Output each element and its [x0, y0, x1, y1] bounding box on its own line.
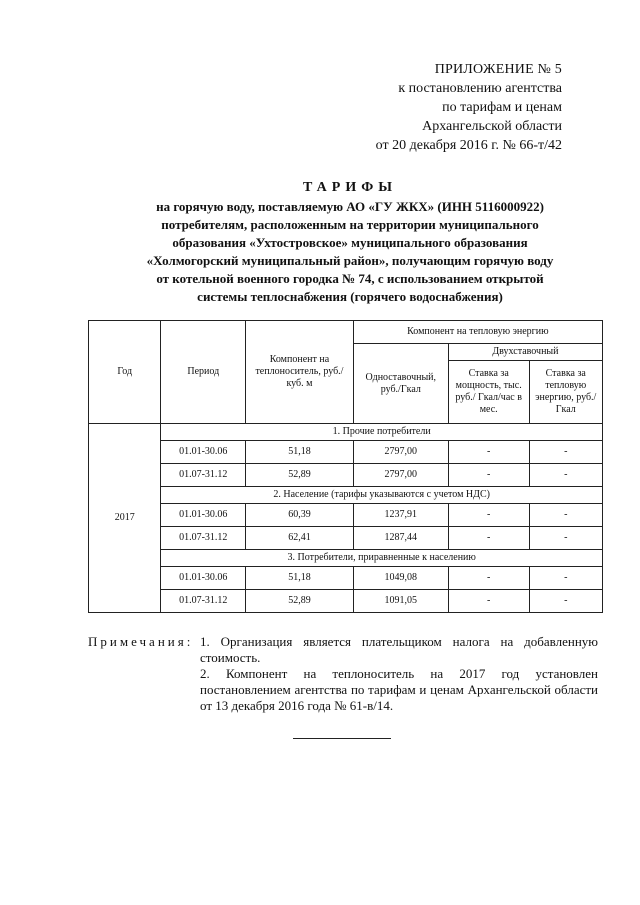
- note-item: 2. Компонент на теплоноситель на 2017 год установлен постановлением агентства по тарифам и ценам Архангельской области от 13 декабря 2016 года № 61-в/14.: [200, 666, 598, 713]
- header-period: Период: [161, 321, 246, 424]
- table-row: [89, 464, 603, 487]
- single-rate-cell: 1049,08: [353, 567, 448, 590]
- tariffs-table: [88, 320, 603, 613]
- year-cell: 2017: [89, 424, 161, 613]
- capacity-cell: -: [448, 527, 529, 550]
- carrier-cell: 52,89: [246, 464, 354, 487]
- header-two-rate: Двухставочный: [448, 344, 602, 361]
- note-item: 1. Организация является плательщиком налога на добавленную стоимость.: [200, 634, 598, 665]
- energy-cell: -: [529, 527, 602, 550]
- period-cell: 01.07-31.12: [161, 590, 246, 613]
- appendix-line-4: Архангельской области: [422, 119, 562, 134]
- table-row: [89, 567, 603, 590]
- notes-list: [200, 634, 598, 714]
- header-energy-component: Компонент на тепловую энергию: [353, 321, 602, 344]
- section-title: 3. Потребители, приравненные к населению: [161, 550, 603, 567]
- appendix-line-2: к постановлению агентства: [398, 81, 562, 96]
- carrier-cell: 51,18: [246, 567, 354, 590]
- document-subtitle: [100, 198, 600, 306]
- carrier-cell: 51,18: [246, 441, 354, 464]
- subtitle-line: системы теплоснабжения (горячего водоснабжения): [197, 289, 503, 304]
- capacity-cell: -: [448, 464, 529, 487]
- subtitle-line: на горячую воду, поставляемую АО «ГУ ЖКХ» (ИНН 5116000922): [156, 199, 544, 214]
- single-rate-cell: 1237,91: [353, 504, 448, 527]
- appendix-block: [302, 60, 562, 155]
- carrier-cell: 62,41: [246, 527, 354, 550]
- energy-cell: -: [529, 441, 602, 464]
- header-energy-rate: Ставка за тепловую энергию, руб./Гкал: [529, 361, 602, 424]
- table-row: [89, 504, 603, 527]
- section-title: 2. Население (тарифы указываются с учетом НДС): [161, 487, 603, 504]
- period-cell: 01.07-31.12: [161, 464, 246, 487]
- header-carrier-component: Компонент на теплоноситель, руб./куб. м: [246, 321, 354, 424]
- table-row: [89, 590, 603, 613]
- single-rate-cell: 1287,44: [353, 527, 448, 550]
- period-cell: 01.01-30.06: [161, 504, 246, 527]
- closing-rule: [293, 738, 391, 739]
- subtitle-line: потребителям, расположенным на территории муниципального: [161, 217, 539, 232]
- period-cell: 01.01-30.06: [161, 567, 246, 590]
- header-year: Год: [89, 321, 161, 424]
- header-capacity-rate: Ставка за мощность, тыс. руб./ Гкал/час в мес.: [448, 361, 529, 424]
- energy-cell: -: [529, 567, 602, 590]
- appendix-date: от 20 декабря 2016 г. № 66-т/42: [375, 138, 562, 153]
- capacity-cell: -: [448, 590, 529, 613]
- subtitle-line: образования «Ухтостровское» муниципального образования: [172, 235, 528, 250]
- document-title: ТАРИФЫ: [303, 180, 397, 195]
- subtitle-line: «Холмогорский муниципальный район», получающим горячую воду: [146, 253, 554, 268]
- period-cell: 01.01-30.06: [161, 441, 246, 464]
- subtitle-line: от котельной военного городка № 74, с использованием открытой: [156, 271, 544, 286]
- energy-cell: -: [529, 590, 602, 613]
- section-title: 1. Прочие потребители: [161, 424, 603, 441]
- single-rate-cell: 2797,00: [353, 441, 448, 464]
- carrier-cell: 52,89: [246, 590, 354, 613]
- carrier-cell: 60,39: [246, 504, 354, 527]
- capacity-cell: -: [448, 567, 529, 590]
- period-cell: 01.07-31.12: [161, 527, 246, 550]
- single-rate-cell: 1091,05: [353, 590, 448, 613]
- appendix-line-3: по тарифам и ценам: [442, 100, 562, 115]
- appendix-number: ПРИЛОЖЕНИЕ № 5: [434, 62, 562, 77]
- header-single-rate: Одноставочный, руб./Гкал: [353, 344, 448, 424]
- capacity-cell: -: [448, 504, 529, 527]
- table-row: [89, 441, 603, 464]
- energy-cell: -: [529, 504, 602, 527]
- table-row: [89, 527, 603, 550]
- single-rate-cell: 2797,00: [353, 464, 448, 487]
- capacity-cell: -: [448, 441, 529, 464]
- energy-cell: -: [529, 464, 602, 487]
- notes-label: Примечания:: [88, 634, 194, 649]
